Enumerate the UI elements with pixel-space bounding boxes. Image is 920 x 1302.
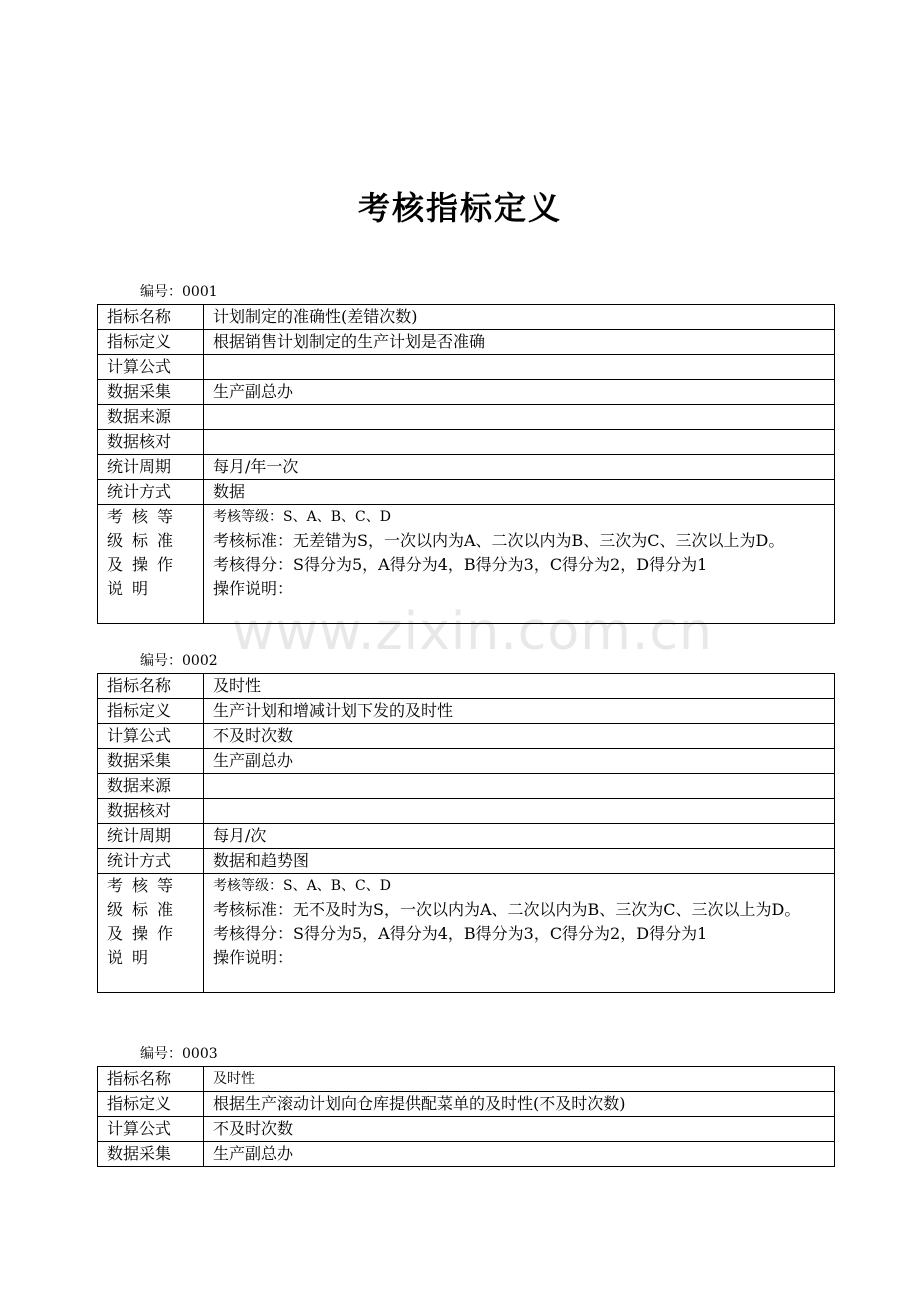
indicator-formula-value: 不及时次数 bbox=[204, 1117, 835, 1142]
grade-operation: 操作说明： bbox=[213, 948, 294, 967]
grade-score: 考核得分：S得分为5，A得分为4，B得分为3，C得分为2，D得分为1 bbox=[213, 555, 708, 574]
table-row bbox=[98, 1067, 835, 1092]
row-label: 数据采集 bbox=[98, 1142, 204, 1167]
grade-levels: 考核等级：S、A、B、C、D bbox=[213, 509, 391, 525]
row-label: 计算公式 bbox=[98, 1117, 204, 1142]
row-label: 计算公式 bbox=[98, 355, 204, 380]
indicator-method-value: 数据和趋势图 bbox=[204, 849, 835, 874]
row-label: 统计周期 bbox=[98, 824, 204, 849]
row-label: 计算公式 bbox=[98, 724, 204, 749]
indicator-grading-value bbox=[204, 505, 835, 624]
indicator-collection-value: 生产副总办 bbox=[204, 749, 835, 774]
indicator-source-value bbox=[204, 405, 835, 430]
row-label: 指标名称 bbox=[98, 1067, 204, 1092]
table-row bbox=[98, 505, 835, 624]
row-label: 考核等级标准及操作说明 bbox=[98, 505, 204, 624]
table-row bbox=[98, 874, 835, 993]
page-title: 考核指标定义 bbox=[357, 189, 562, 227]
indicator-grading-value bbox=[204, 874, 835, 993]
table-row bbox=[98, 330, 835, 355]
indicator-number: 编号：0003 bbox=[140, 1046, 218, 1062]
indicator-check-value bbox=[204, 430, 835, 455]
table-row bbox=[98, 774, 835, 799]
table-row bbox=[98, 799, 835, 824]
row-label: 数据采集 bbox=[98, 749, 204, 774]
table-row bbox=[98, 699, 835, 724]
row-label: 统计方式 bbox=[98, 480, 204, 505]
grade-levels: 考核等级：S、A、B、C、D bbox=[213, 878, 391, 894]
row-label: 指标定义 bbox=[98, 699, 204, 724]
grade-standard: 考核标准：无不及时为S，一次以内为A、二次以内为B、三次为C、三次以上为D。 bbox=[213, 900, 801, 919]
indicator-source-value bbox=[204, 774, 835, 799]
row-label: 指标定义 bbox=[98, 330, 204, 355]
table-row bbox=[98, 1142, 835, 1167]
indicator-number: 编号：0002 bbox=[140, 653, 218, 669]
table-row bbox=[98, 749, 835, 774]
grade-operation: 操作说明： bbox=[213, 579, 294, 598]
grade-score: 考核得分：S得分为5，A得分为4，B得分为3，C得分为2，D得分为1 bbox=[213, 924, 708, 943]
indicator-definition-value: 生产计划和增减计划下发的及时性 bbox=[204, 699, 835, 724]
indicator-period-value: 每月/次 bbox=[204, 824, 835, 849]
table-row bbox=[98, 1117, 835, 1142]
indicator-formula-value: 不及时次数 bbox=[204, 724, 835, 749]
table-row bbox=[98, 430, 835, 455]
row-label: 数据核对 bbox=[98, 430, 204, 455]
row-label: 数据来源 bbox=[98, 405, 204, 430]
table-row bbox=[98, 674, 835, 699]
indicator-table bbox=[97, 304, 835, 624]
indicator-table bbox=[97, 1066, 835, 1167]
indicator-definition-value: 根据销售计划制定的生产计划是否准确 bbox=[204, 330, 835, 355]
indicator-method-value: 数据 bbox=[204, 480, 835, 505]
indicator-period-value: 每月/年一次 bbox=[204, 455, 835, 480]
row-label: 指标名称 bbox=[98, 305, 204, 330]
row-label: 数据采集 bbox=[98, 380, 204, 405]
table-row bbox=[98, 480, 835, 505]
indicator-name-value: 计划制定的准确性(差错次数) bbox=[204, 305, 835, 330]
row-label: 指标定义 bbox=[98, 1092, 204, 1117]
table-row bbox=[98, 724, 835, 749]
watermark: www.zixin.com.cn bbox=[232, 602, 713, 662]
indicator-collection-value: 生产副总办 bbox=[204, 1142, 835, 1167]
table-row bbox=[98, 1092, 835, 1117]
row-label: 数据来源 bbox=[98, 774, 204, 799]
row-label: 数据核对 bbox=[98, 799, 204, 824]
row-label: 统计周期 bbox=[98, 455, 204, 480]
indicator-check-value bbox=[204, 799, 835, 824]
row-label: 指标名称 bbox=[98, 674, 204, 699]
table-row bbox=[98, 355, 835, 380]
row-label: 统计方式 bbox=[98, 849, 204, 874]
table-row bbox=[98, 824, 835, 849]
row-label: 考核等级标准及操作说明 bbox=[98, 874, 204, 993]
indicator-table bbox=[97, 673, 835, 993]
indicator-name-value: 及时性 bbox=[204, 674, 835, 699]
indicator-definition-value: 根据生产滚动计划向仓库提供配菜单的及时性(不及时次数) bbox=[204, 1092, 835, 1117]
indicator-number: 编号：0001 bbox=[140, 284, 218, 300]
indicator-collection-value: 生产副总办 bbox=[204, 380, 835, 405]
indicator-name-value: 及时性 bbox=[204, 1067, 835, 1092]
table-row bbox=[98, 380, 835, 405]
table-row bbox=[98, 405, 835, 430]
table-row bbox=[98, 849, 835, 874]
table-row bbox=[98, 305, 835, 330]
table-row bbox=[98, 455, 835, 480]
indicator-formula-value bbox=[204, 355, 835, 380]
grade-standard: 考核标准：无差错为S，一次以内为A、二次以内为B、三次为C、三次以上为D。 bbox=[213, 531, 785, 550]
